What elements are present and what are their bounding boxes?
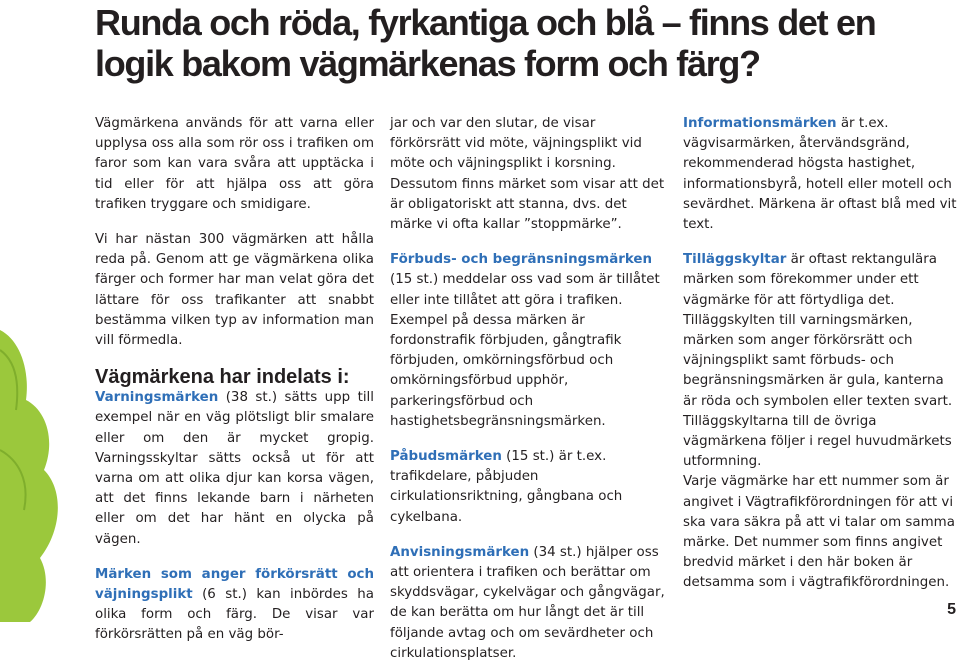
direction-signs-text: (34 st.) hjälper oss att orientera i trafiken och berättar om skyddsvägar, cykelvägar och gångvägar, de kan berätta om hur långt det är till följande avtag och om sevärdheter och cirkulationsplatser.: [390, 544, 665, 661]
mandatory-signs-term: Påbudsmärken: [390, 449, 502, 465]
leaf-illustration: [0, 330, 70, 622]
intro-paragraph: Vägmärkena används för att varna eller upplysa oss alla som rör oss i trafiken om faror som kan vara svåra att upptäcka i tid eller för att hjälpa oss att göra trafiken tryggare och smidigare.: [95, 116, 374, 212]
prohibition-signs-term: Förbuds- och begränsningsmärken: [390, 252, 652, 268]
prohibition-signs-text: (15 st.) meddelar oss vad som är tillåtet eller inte tillåtet att göra i trafiken. Exempel på dessa märken är fordonstrafik förbjuden, gångtrafik förbjuden, omkörningsförbud och omkörningsförbud upphör, parkeringsförbud och hastighetsbegränsningsmärken.: [390, 272, 660, 429]
priority-continued-paragraph: jar och var den slutar, de visar förkörsrätt vid möte, väjningsplikt vid möte och väjningsplikt i korsning. Dessutom finns märket som visar att det är obligatoriskt att stanna, dvs. det märke vi ofta kallar ”stoppmärke”.: [390, 116, 665, 233]
information-signs-paragraph: [683, 114, 960, 235]
priority-signs-text: (6 st.) kan inbördes ha olika form och färg. De visar var förkörsrätten på en väg bör-: [95, 587, 374, 643]
direction-signs-paragraph: [390, 543, 667, 664]
warning-signs-term: Varningsmärken: [95, 390, 219, 406]
additional-signs-paragraph: [683, 250, 960, 472]
column-1: [95, 114, 374, 646]
prohibition-signs-paragraph: [390, 250, 667, 432]
additional-signs-text: är oftast rektangulära märken som förekommer under ett vägmärke för att förtydliga det. Tilläggskylten till varningsmärken, märken som anger förkörsrätt och väjningsplikt samt förbuds- och begränsningsmärken är gula, kanterna är röda och symbolen eller texten svart. Tilläggskyltarna till de övriga vägmärkena följer i regel huvudmärkets utformning.: [683, 252, 953, 470]
priority-signs-term: Märken som anger förkörsrätt och väjningsplikt: [95, 566, 374, 603]
information-signs-text: är t.ex. vägvisarmärken, återvändsgränd, rekommenderad högsta hastighet, informationsbyrå, hotell eller motell och sevärdhet. Märkena är oftast blå med vit text.: [683, 116, 957, 233]
overview-paragraph: Vi har nästan 300 vägmärken att hålla reda på. Genom att ge vägmärkena olika färger och former har man velat göra det lättare för oss trafikanter att snabbt bestämma vilken typ av information man vill förmedla.: [95, 232, 374, 349]
column-3: [683, 114, 960, 594]
warning-signs-paragraph: [95, 388, 374, 550]
additional-signs-term: Tilläggskyltar: [683, 252, 787, 268]
page-number: 5: [947, 601, 956, 618]
mandatory-signs-paragraph: [390, 447, 667, 528]
sign-number-paragraph: Varje vägmärke har ett nummer som är angivet i Vägtrafikförordningen för att vi ska vara säkra på att vi talar om samma märke. Det nummer som finns angivet bredvid märket i den här boken är detsamma som i vägtrafikförordningen.: [683, 474, 955, 591]
section-subheading: Vägmärkena har indelats i:: [95, 366, 350, 389]
direction-signs-term: Anvisningsmärken: [390, 544, 530, 560]
information-signs-term: Informationsmärken: [683, 116, 837, 131]
mandatory-signs-text: (15 st.) är t.ex. trafikdelare, påbjuden cirkulationsriktning, gångbana och cykelbana.: [390, 449, 623, 525]
priority-signs-paragraph: [95, 565, 374, 646]
page-title: Runda och röda, fyrkantiga och blå – finns det en logik bakom vägmärkenas form och färg?: [95, 2, 876, 84]
warning-signs-text: (38 st.) sätts upp till exempel när en väg plötsligt blir smalare eller om den är mycket gropig. Varningsskyltar sätts också ut för att varna om att olika djur kan korsa vägen, att det finns lekande barn i närheten eller om det har hänt en olycka på vägen.: [95, 390, 374, 547]
column-2: [390, 114, 667, 664]
